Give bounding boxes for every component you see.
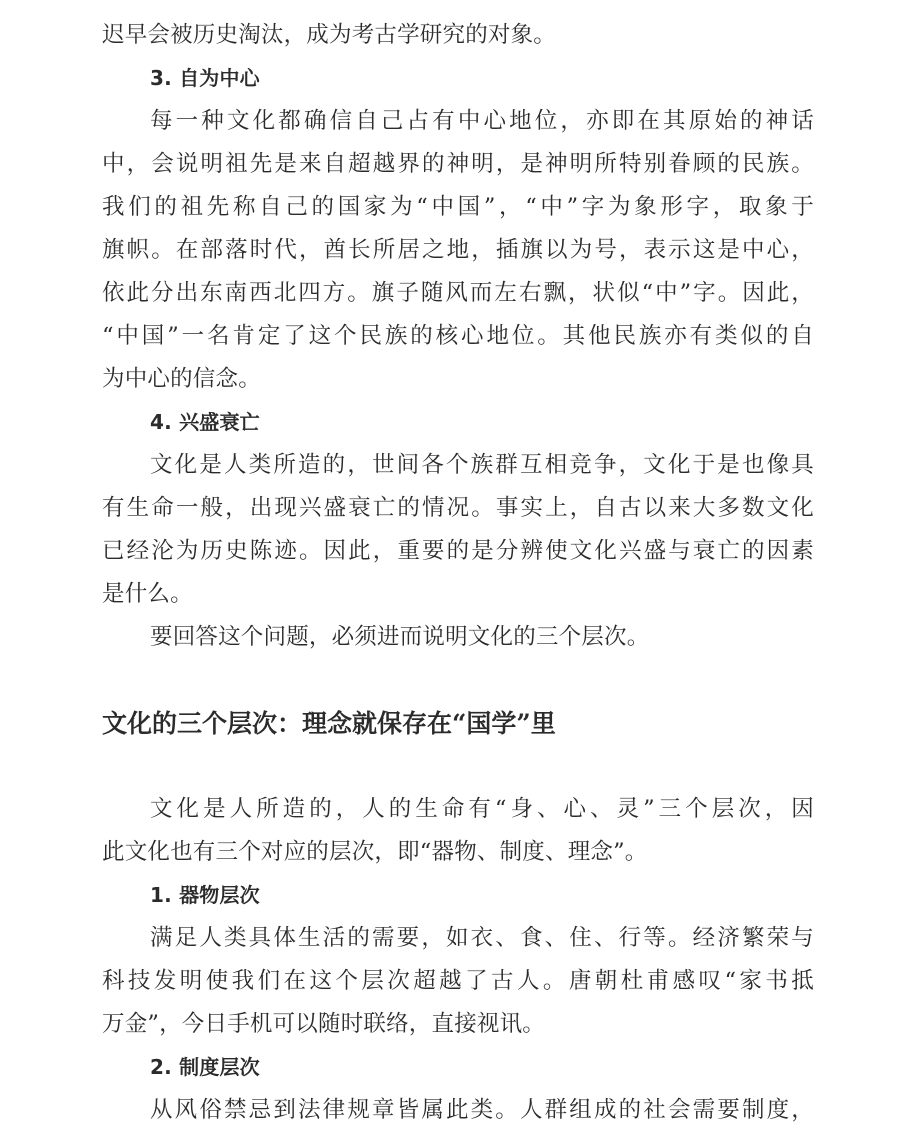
paragraph-line: 有生命一般，出现兴盛衰亡的情况。事实上，自古以来大多数文化 xyxy=(102,495,814,521)
paragraph-line: 从风俗禁忌到法律规章皆属此类。人群组成的社会需要制度， xyxy=(150,1097,814,1123)
subheading-self-centered: 3. 自为中心 xyxy=(150,66,260,90)
paragraph-line: 文化是人所造的，人的生命有“身、心、灵”三个层次，因 xyxy=(150,796,814,822)
subheading-rise-and-fall: 4. 兴盛衰亡 xyxy=(150,410,260,434)
paragraph-line: 旗帜。在部落时代，酋长所居之地，插旗以为号，表示这是中心， xyxy=(102,237,814,263)
paragraph-line: 文化是人类所造的，世间各个族群互相竞争，文化于是也像具 xyxy=(150,452,814,478)
paragraph-line: 依此分出东南西北四方。旗子随风而左右飘，状似“中”字。因此， xyxy=(102,280,814,306)
paragraph-line: 要回答这个问题，必须进而说明文化的三个层次。 xyxy=(150,624,650,650)
subheading-artifact-level: 1. 器物层次 xyxy=(150,883,260,907)
paragraph-line: 每一种文化都确信自己占有中心地位，亦即在其原始的神话 xyxy=(150,108,814,134)
paragraph-line: 满足人类具体生活的需要，如衣、食、住、行等。经济繁荣与 xyxy=(150,925,814,951)
paragraph-line: 科技发明使我们在这个层次超越了古人。唐朝杜甫感叹“家书抵 xyxy=(102,968,814,994)
subheading-institution-level: 2. 制度层次 xyxy=(150,1055,260,1079)
paragraph-line: 万金”，今日手机可以随时联络，直接视讯。 xyxy=(102,1011,546,1037)
continued-paragraph-line: 迟早会被历史淘汰，成为考古学研究的对象。 xyxy=(102,22,557,48)
paragraph-line: 为中心的信念。 xyxy=(102,366,261,392)
paragraph-line: “中国”一名肯定了这个民族的核心地位。其他民族亦有类似的自 xyxy=(102,323,814,349)
paragraph-line: 我们的祖先称自己的国家为“中国”，“中”字为象形字，取象于 xyxy=(102,194,814,220)
paragraph-line: 此文化也有三个对应的层次，即“器物、制度、理念”。 xyxy=(102,839,648,865)
paragraph-line: 已经沦为历史陈迹。因此，重要的是分辨使文化兴盛与衰亡的因素 xyxy=(102,538,814,564)
section-title: 文化的三个层次：理念就保存在“国学”里 xyxy=(102,709,556,738)
paragraph-line: 是什么。 xyxy=(102,581,193,607)
paragraph-line: 中，会说明祖先是来自超越界的神明，是神明所特别眷顾的民族。 xyxy=(102,151,814,177)
